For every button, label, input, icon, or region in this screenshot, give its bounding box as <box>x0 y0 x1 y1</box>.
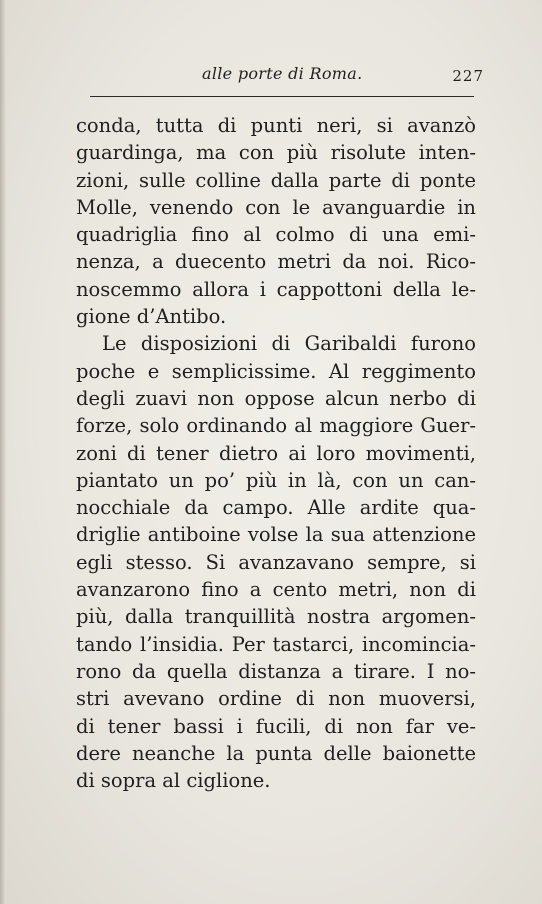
text-line: nenza, a duecento metri da noi. Rico- <box>76 250 476 274</box>
text-line: degli zuavi non oppose alcun nerbo di <box>76 386 476 410</box>
text-line: Molle, venendo con le avanguardie in <box>76 195 476 219</box>
page-number: 227 <box>452 67 484 85</box>
text-line: zioni, sulle colline dalla parte di ponte <box>76 168 476 192</box>
text-line: stri avevano ordine di non muoversi, <box>76 687 476 711</box>
text-line: di sopra al ciglione. <box>76 769 271 793</box>
text-line: conda, tutta di punti neri, si avanzò <box>76 114 476 137</box>
text-line: egli stesso. Si avanzavano sempre, si <box>76 550 476 574</box>
page-header <box>90 62 490 92</box>
text-line: avanzarono fino a cento metri, non di <box>76 578 476 602</box>
running-head: alle porte di Roma. <box>202 64 363 83</box>
text-line: gione d’Antibo. <box>76 305 227 329</box>
text-line: forze, solo ordinando al maggiore Guer- <box>76 414 476 438</box>
text-line: di tener bassi i fucili, di non far ve- <box>76 714 476 738</box>
text-line: rono da quella distanza a tirare. I no- <box>76 659 476 683</box>
binding-edge <box>0 0 6 904</box>
text-line: guardinga, ma con più risolute inten- <box>76 141 476 165</box>
text-line: zoni di tener dietro ai loro movimenti, <box>76 441 476 465</box>
header-rule <box>90 96 474 97</box>
text-line: più, dalla tranquillità nostra argomen- <box>76 605 476 629</box>
text-line: piantato un po’ più in là, con un can- <box>76 468 476 492</box>
text-line: quadriglia fino al colmo di una emi- <box>76 223 476 247</box>
text-line: dere neanche la punta delle baionette <box>76 741 476 765</box>
body-text <box>76 112 476 794</box>
text-line: noscemmo allora i cappottoni della le- <box>76 277 476 301</box>
text-line: tando l’insidia. Per tastarci, incominciа- <box>76 632 476 656</box>
text-line: nocchiale da campo. Alle ardite qua- <box>76 496 476 520</box>
text-line: driglie antiboine volse la sua attenzione <box>76 523 476 547</box>
paragraph-start-line: Le disposizioni di Garibaldi furono <box>102 332 476 356</box>
text-line: poche e semplicissime. Al reggimento <box>76 359 476 383</box>
